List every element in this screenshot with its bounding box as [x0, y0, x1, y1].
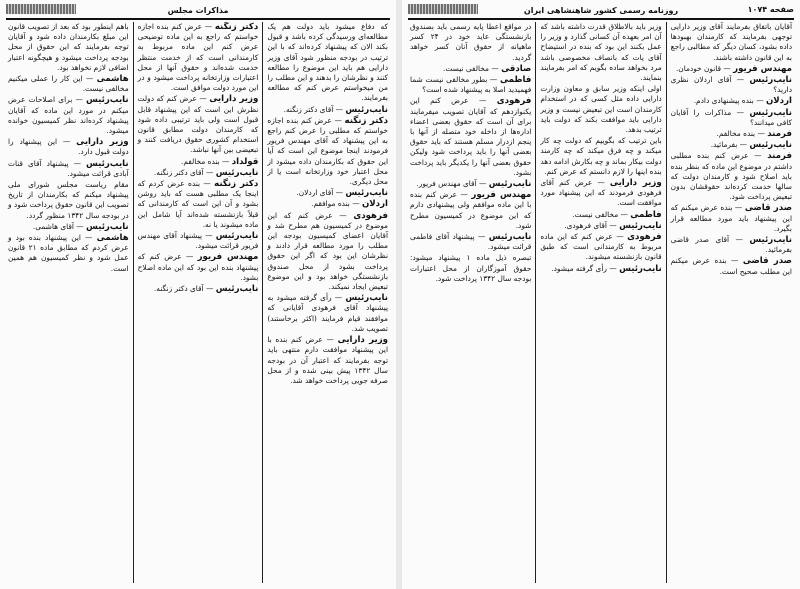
paragraph	[8, 222, 129, 232]
paragraph-text: — عرض کنم بنده اجازه خواستم که راجع به این ماده توضیحی عرض کنم این ماده مربوط به کارمندانی است که از خدمت منتظر خدمت شده‌اند و حقوق آنها از محل اعتبارات وزارتخانه پرداخت میشود و در این مورد دولت موافق است.	[137, 22, 259, 93]
speaker-name: هاشمی	[96, 74, 129, 85]
paragraph-text: — آقای دکتر زنگنه.	[153, 284, 214, 294]
speaker-name: نایب‌رئیس	[488, 179, 532, 190]
speaker-name: نایب‌رئیس	[619, 263, 662, 274]
paragraph	[410, 64, 531, 74]
paragraph-text: — برای اصلاحات عرض میکنم در مورد این ماده که آقایان پیشنهاد کرده‌اند نظر کمیسیون خوانده میشود.	[7, 95, 129, 136]
speaker-name: مهندس فریور	[197, 252, 259, 263]
paragraph	[267, 188, 388, 198]
speaker-name: دکتر زنگنه	[214, 22, 259, 32]
paragraph-text: — آقای اردلان نظری دارید؟	[670, 75, 792, 95]
paragraph	[671, 129, 792, 139]
paragraph	[267, 211, 388, 293]
paragraph-text: — آقای مهندس فریور.	[416, 179, 487, 189]
paragraph	[8, 95, 129, 136]
speaker-name: وزیر دارایی	[337, 335, 388, 346]
right-column-1	[666, 22, 796, 583]
speaker-name: اردلان	[765, 96, 792, 107]
paragraph-text: تبصره ذیل ماده ۱ پیشنهاد میشود: حقوق آموزگاران از محل اعتبارات بودجه سال ۱۳۴۲ پرداخت شود.	[410, 253, 532, 283]
left-page	[0, 0, 396, 589]
paragraph	[540, 264, 661, 274]
paragraph	[540, 232, 661, 263]
left-column-1	[262, 22, 392, 583]
paragraph-text: — بنده پیشنهادی دادم.	[693, 96, 764, 106]
paragraph-text: — آقای فرهودی.	[564, 220, 617, 230]
paragraph-text: — عرض کنم بنده اجازه خواستم که مطلبی را عرض کنم راجع به این پیشنهاد که آقای مهندس فریور فرمودند اینجا موضوع این است که آیا این حقوق که بکارمندان داده میشود از محل اعتبار خود وزارتخانه است یا از محل دیگری.	[267, 115, 388, 187]
paragraph-text: — این کار را عملی میکنیم مخالفی نیست.	[7, 74, 129, 94]
speaker-name: فرمند	[767, 151, 792, 162]
left-column-2	[133, 22, 263, 583]
paragraph-text: — بنده عرض میکنم این مطلب صحیح است.	[670, 256, 792, 276]
speaker-name: قولداد	[231, 156, 259, 167]
speaker-name: فرهودی	[627, 232, 662, 243]
paragraph	[540, 221, 661, 231]
paragraph-text: — بنده عرض میکنم که این پیشنهاد باید مورد مطالعه قرار بگیرد.	[670, 203, 792, 233]
left-page-header	[6, 4, 390, 20]
speaker-name: فاطمی	[499, 75, 532, 86]
speaker-name: دکتر زنگنه	[344, 115, 388, 126]
speaker-name: اردلان	[361, 199, 388, 210]
paragraph-text: — قانون خودمان.	[675, 63, 731, 73]
paragraph	[410, 75, 531, 95]
paragraph-text: — بنده موافقم.	[311, 199, 360, 209]
speaker-name: وزیر دارایی	[209, 94, 259, 105]
paragraph-text: — مذاکرات را آقایان کافی میدانند؟	[670, 107, 792, 127]
speaker-name: نایب‌رئیس	[749, 107, 792, 118]
paragraph-text: — آقای دکتر زنگنه.	[283, 104, 344, 114]
paragraph	[138, 179, 259, 230]
speaker-name: نایب‌رئیس	[749, 235, 792, 246]
speaker-name: نایب‌رئیس	[345, 104, 388, 115]
paragraph	[267, 199, 388, 209]
speaker-name: وزیر دارایی	[609, 178, 662, 189]
paragraph	[671, 64, 792, 74]
speaker-name: فرهودی	[496, 96, 532, 107]
speaker-name: مهندس فریور	[471, 190, 532, 201]
speaker-name: فرهودی	[353, 210, 388, 221]
paragraph	[267, 293, 388, 334]
paragraph-text: — پیشنهاد آقای مهندس فریور قرائت میشود.	[137, 231, 259, 251]
speaker-name: صادقی	[501, 63, 532, 74]
paragraph	[410, 232, 531, 252]
paragraph-text: — آقای صدر قاضی بفرمائید.	[670, 235, 792, 255]
paragraph-text: — عرض کنم بنده مطلبی داشتم در موضوع این ماده که بنظر بنده باید اصلاح شود و کارمندان دولت که سالها خدمت کرده‌اند حقوقشان بدون تبعیض پرداخت شود.	[670, 151, 792, 202]
paragraph	[138, 231, 259, 251]
right-page-header	[408, 4, 794, 20]
paragraph-text: — مخالفی نیست.	[443, 63, 499, 73]
speaker-name: نایب‌رئیس	[86, 95, 129, 106]
left-columns	[4, 22, 392, 583]
paragraph-text: — مخالفی نیست.	[572, 209, 628, 219]
speaker-name: فاطمی	[630, 209, 662, 220]
paragraph	[671, 151, 792, 202]
speaker-name: نایب‌رئیس	[215, 284, 259, 295]
paragraph-text: — رأی گرفته میشود به پیشنهاد آقای فرهودی آقایانی که موافقند قیام فرمایند (اکثر برخاستند) تصویب شد.	[267, 293, 388, 333]
right-header-title: روزنامه رسمی کشور شاهنشاهی ایران	[523, 6, 679, 15]
paragraph	[267, 105, 388, 115]
speaker-name: فرمند	[767, 129, 792, 140]
paragraph	[138, 157, 259, 167]
paragraph-text: آقایان باتفاق بفرمایند آقای وزیر دارایی توجهی بفرمایند که کارمندان بهبودها داده بشود، کسان دیگر که مطالبی راجع به این قانون داشته باشند.	[670, 22, 792, 62]
left-header-title: مذاکرات مجلس	[167, 6, 229, 15]
speaker-name: صدر قاضی	[742, 256, 792, 267]
paragraph-text: — بطور مخالفی نیست شما فهمیدید اصلا به پیشنهاد شده است؟	[410, 75, 532, 95]
speaker-name: نایب‌رئیس	[619, 220, 662, 231]
paragraph-text: — این پیشنهاد را دولت قبول دارد.	[7, 137, 129, 157]
paragraph-text: — پیشنهاد آقای فاطمی قرائت میشود.	[410, 232, 532, 252]
paragraph-text: — این پیشنهاد بنده بود و عرض کردم که مطابق ماده ۲۱ قانون عمل شود و نظر کمیسیون هم همین است.	[7, 233, 129, 273]
paragraph-text: — عرض کنم که دولت نظرش این است که این پیشنهاد قابل قبول است ولی باید ترتیبی داده شود که کارمندان دولت مطابق قانون استخدام کشوری حقوق دریافت کنند و تبعیضی بین آنها نباشد.	[137, 94, 259, 155]
paragraph-text: — آقای اردلان.	[296, 188, 344, 198]
paragraph-text: مقام ریاست مجلس شورای ملی پیشنهاد میکنم که بکارمندان از تاریخ تصویب این قانون حقوق پرداخت شود و در بودجه سال ۱۳۴۲ منظور گردد.	[7, 180, 129, 220]
speaker-name: نایب‌رئیس	[749, 140, 792, 151]
paragraph	[671, 203, 792, 234]
speaker-name: نایب‌رئیس	[86, 221, 129, 232]
paragraph	[671, 75, 792, 95]
paragraph	[540, 210, 661, 220]
paragraph-text: باهم اینطور بود که بعد از تصویب قانون این مبلغ بکارمندان داده شود و آقایان توجه بفرمایند که این حقوق از محل بودجه پرداخت میشود و هیچگونه اعتبار اضافی لازم نخواهد بود.	[7, 22, 129, 72]
speaker-name: نایب‌رئیس	[215, 167, 259, 178]
paragraph	[8, 159, 129, 179]
paragraph-text: باین ترتیب که بگوییم که دولت چه کار میکند و چه فرق میکند که چه کارمند دولت بیکار بماند و چه بکارش ادامه دهد بنده اینها را لازم دانستم که عرض کنم.	[540, 136, 662, 176]
paragraph-text: — عرض کنم بنده با این پیشنهاد موافقت دارم منتهی باید توجه بفرمایند که اعتبار آن در بودجه سال ۱۳۴۲ پیش بینی شده و از محل صرفه جویی پرداخت خواهد شد.	[267, 335, 388, 385]
paragraph-text: — عرض کنم این یکنوازدهم که آقایان تصویب میفرمایند برای آن است که حقوق بعضی اعضاء اداره‌ها از داخله خود متصله از آنها با پنجم ازدرار مسلم هستند که باید حقوق بعضی آنها را باید پرداخت شود ولیکن حقوق بعضی آنها را یکدیگر باید پرداخت بشود.	[410, 96, 532, 177]
paragraph	[267, 116, 388, 187]
paragraph	[8, 180, 129, 221]
paragraph-text: — بنده مخالفم.	[181, 156, 230, 166]
speaker-name: نایب‌رئیس	[215, 231, 259, 242]
paragraph	[671, 140, 792, 150]
paragraph-text: — عرض کنم بنده با این ماده موافقم ولی پیشنهادی دارم که این موضوع در کمیسیون مطرح شود.	[410, 190, 532, 230]
paragraph	[8, 22, 129, 73]
paragraph-text: — عرض کنم آقای فرهودی فرمودند که این پیشنهاد مورد موافقت است.	[540, 178, 662, 208]
paragraph	[671, 256, 792, 276]
paragraph	[138, 94, 259, 155]
paragraph	[8, 137, 129, 157]
paragraph	[410, 22, 531, 63]
paragraph	[8, 74, 129, 94]
paragraph-text: — آقای هاشمی.	[32, 221, 84, 231]
paragraph	[138, 22, 259, 93]
paragraph	[138, 252, 259, 283]
speaker-name: هاشمی	[96, 233, 129, 244]
paragraph-text: — عرض کنم که پیشنهاد بنده این بود که این ماده اصلاح بشود.	[137, 252, 259, 282]
right-columns	[406, 22, 796, 583]
paragraph	[138, 168, 259, 178]
left-column-3	[4, 22, 133, 583]
right-column-2	[535, 22, 665, 583]
paragraph	[267, 22, 388, 104]
paragraph-text: — رأی گرفته میشود.	[551, 263, 617, 273]
paragraph-text: که دفاع میشود باید دولت هم یک مطالعه‌ای ورسیدگی کرده باشد و قبول بکند الان که پیشنهاد کرده‌اند که با این ترتیب در بودجه منظور شود آقای وزیر دارایی هم باید این موضوع را مطالعه کنند و نظرشان را بدهند و این مطلب را من میخواستم عرض کنم که مطالعه بفرمایند.	[267, 22, 388, 103]
paragraph	[410, 253, 531, 284]
paragraph	[8, 233, 129, 274]
paragraph	[671, 96, 792, 106]
paragraph-text: اولی اینکه وزیر سابق و معاون وزارت دارایی داده مثل کسی که در استخدام کارمندان است این تبعیض نیست و وزیر دارایی باید موافقت بکند که دولت باید ترتیب بدهد.	[540, 84, 662, 135]
paragraph	[138, 284, 259, 294]
speaker-name: نایب‌رئیس	[345, 293, 388, 304]
speaker-name: صدر قاضی	[744, 203, 792, 214]
paragraph-text: — بنده مخالفم.	[716, 129, 765, 139]
paragraph-text: — پیشنهاد آقای قنات آبادی قرائت میشود.	[7, 158, 129, 178]
paragraph-text: — بفرمائید.	[710, 140, 748, 150]
paragraph	[540, 22, 661, 83]
speaker-name: نایب‌رئیس	[488, 232, 532, 243]
paragraph-text: — آقای دکتر زنگنه.	[153, 167, 214, 177]
speaker-name: نایب‌رئیس	[749, 75, 792, 86]
paragraph	[671, 108, 792, 128]
paragraph	[410, 96, 531, 178]
speaker-name: وزیر دارایی	[76, 137, 129, 148]
paragraph	[540, 178, 661, 209]
paragraph	[540, 136, 661, 177]
paragraph-text: در مواقع اعطا پایه رسمی باید بصندوق بازنشستگی عاید خود در ۲۴ کسر ماهیانه از حقوق آنان کسر خواهد گردید.	[410, 22, 532, 62]
speaker-name: نایب‌رئیس	[345, 188, 388, 199]
paragraph-text: وزیر باید بالاطلاق قدرت داشته باشد که آن امر بعهده آن کسانی گذارد و وزیر را عمل بکنند این بود که بنده در استیضاح آقای یات که بانصاف مخصوصی باشد مرد بخواهد ساده بگویم که امر بفرمایند بنمایند.	[540, 22, 662, 83]
page-number: صفحه ۱۰۷۴	[747, 5, 794, 14]
right-column-3	[406, 22, 535, 583]
paragraph-text: — عرض کنم که این موضوع در کمیسیون هم مطرح شد و آقایان اعضای کمیسیون بودجه این مطلب را مورد مطالعه قرار دادند و نظرشان این بود که اگر این حقوق پرداخت بشود از محل صندوق بازنشستگی خواهد بود و این موضوع تبعیض ایجاد نمیکند.	[267, 210, 388, 292]
speaker-name: مهندس فریور	[733, 63, 792, 74]
paragraph	[267, 335, 388, 386]
paragraph	[410, 190, 531, 231]
paragraph-text: — بنده عرض کردم که اینجا یک مطلبی هست که باید روشن بشود و آن این است که کارمندانی که قبلاً بازنشسته شده‌اند آیا شامل این ماده میشوند یا نه.	[137, 179, 259, 229]
paragraph-text: — عرض کنم که این ماده مربوط به کارمندانی است که طبق قانون بازنشسته میشوند.	[540, 232, 662, 262]
paragraph	[410, 179, 531, 189]
paragraph	[671, 235, 792, 255]
paragraph	[540, 84, 661, 135]
paragraph	[671, 22, 792, 63]
speaker-name: دکتر زنگنه	[214, 179, 259, 190]
speaker-name: نایب‌رئیس	[86, 158, 129, 169]
right-page	[402, 0, 800, 589]
